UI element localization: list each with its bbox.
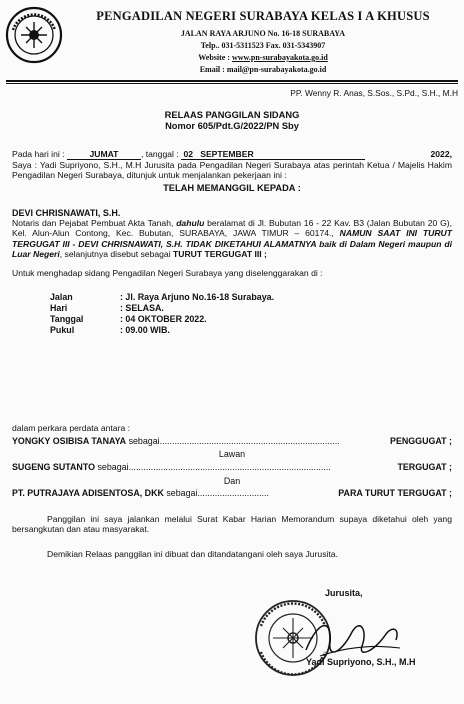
party-name: DEVI CHRISNAWATI, S.H. [12, 208, 121, 218]
court-website: Website : www.pn-surabayakota.go.id [198, 53, 328, 62]
co-defendant-line: PT. PUTRAJAYA ADISENTOSA, DKK sebagai............................. PARA TURUT TERGUGAT ; [12, 488, 452, 498]
attorney-reference: PP. Wenny R. Anas, S.Sos., S.Pd., S.H., M.H [290, 88, 458, 98]
header-divider [6, 80, 458, 82]
and-word: Dan [223, 476, 241, 486]
date-day-month: 02 SEPTEMBER [181, 149, 365, 160]
court-name: PENGADILAN NEGERI SURABAYA KELAS I A KHUSUS [96, 9, 430, 23]
signature-title: Jurusita, [325, 588, 363, 598]
court-address: JALAN RAYA ARJUNO No. 16-18 SURABAYA [180, 29, 346, 38]
defendant-line: SUGENG SUTANTO sebagai.................................................................................. TERGUGAT ; [12, 462, 452, 472]
header-divider-thin [6, 83, 458, 84]
document-title: RELAAS PANGGILAN SIDANG [164, 110, 300, 120]
case-intro: dalam perkara perdata antara : [12, 423, 130, 433]
opening-paragraph: Saya : Yadi Supriyono, S.H., M.H Jurusita pada Pengadilan Negeri Surabaya atas perintah Ketua / Majelis Hakim Pengadilan Negeri Surabaya, ditunjuk untuk menjalankan pekerjaan ini : [12, 160, 452, 181]
hearing-date: Tanggal : 04 OKTOBER 2022. [50, 314, 207, 324]
hearing-day: Hari : SELASA. [50, 303, 164, 313]
hearing-intro: Untuk menghadap sidang Pengadilan Negeri Surabaya yang diselenggarakan di : [12, 268, 323, 278]
plaintiff-line: YONGKY OSIBISA TANAYA sebagai......................................................................... PENGGUGAT ; [12, 436, 452, 446]
summons-heading: TELAH MEMANGGIL KEPADA : [163, 183, 301, 193]
document-number: Nomor 605/Pdt.G/2022/PN Sby [165, 121, 299, 131]
delivery-paragraph: Panggilan ini saya jalankan melalui Surat Kabar Harian Memorandum supaya diketahui oleh yang bersangkutan dan atau masyarakat. [12, 514, 452, 535]
versus-1: Lawan [218, 449, 246, 459]
court-email: Email : mail@pn-surabayakota.go.id [199, 65, 327, 74]
hearing-location: Jalan : Jl. Raya Arjuno No.16-18 Surabaya. [50, 292, 275, 302]
court-seal-icon [5, 6, 63, 64]
court-phone: Telp.. 031-5311523 Fax. 031-5343907 [200, 41, 326, 50]
hearing-time: Pukul : 09.00 WIB. [50, 325, 170, 335]
bailiff-name: Yadi Supriyono, S.H., M.H [306, 657, 416, 667]
party-description: Notaris dan Pejabat Pembuat Akta Tanah, dahulu beralamat di Jl. Bubutan 16 - 22 Kav. B3 (Jalan Bubutan 20 G), Kel. Alun-Alun Contong, Kec. Bubutan, SURABAYA, JAWA TIMUR – 60174., NAMUN SAAT INI TURUT TERGUGAT III - DEVI CHRISNAWATI, S.H. TIDAK DIKETAHUI ALAMATNYA baik di Dalam Negeri maupun di Luar Negeri, selanjutnya disebut sebagai TURUT TERGUGAT III ; [12, 218, 453, 260]
closing-statement: Demikian Relaas panggilan ini dibuat dan ditandatangani oleh saya Jurusita. [47, 549, 338, 559]
date-line: Pada hari ini : JUMAT , tanggal : 02 SEPTEMBER 2022, [12, 149, 452, 159]
